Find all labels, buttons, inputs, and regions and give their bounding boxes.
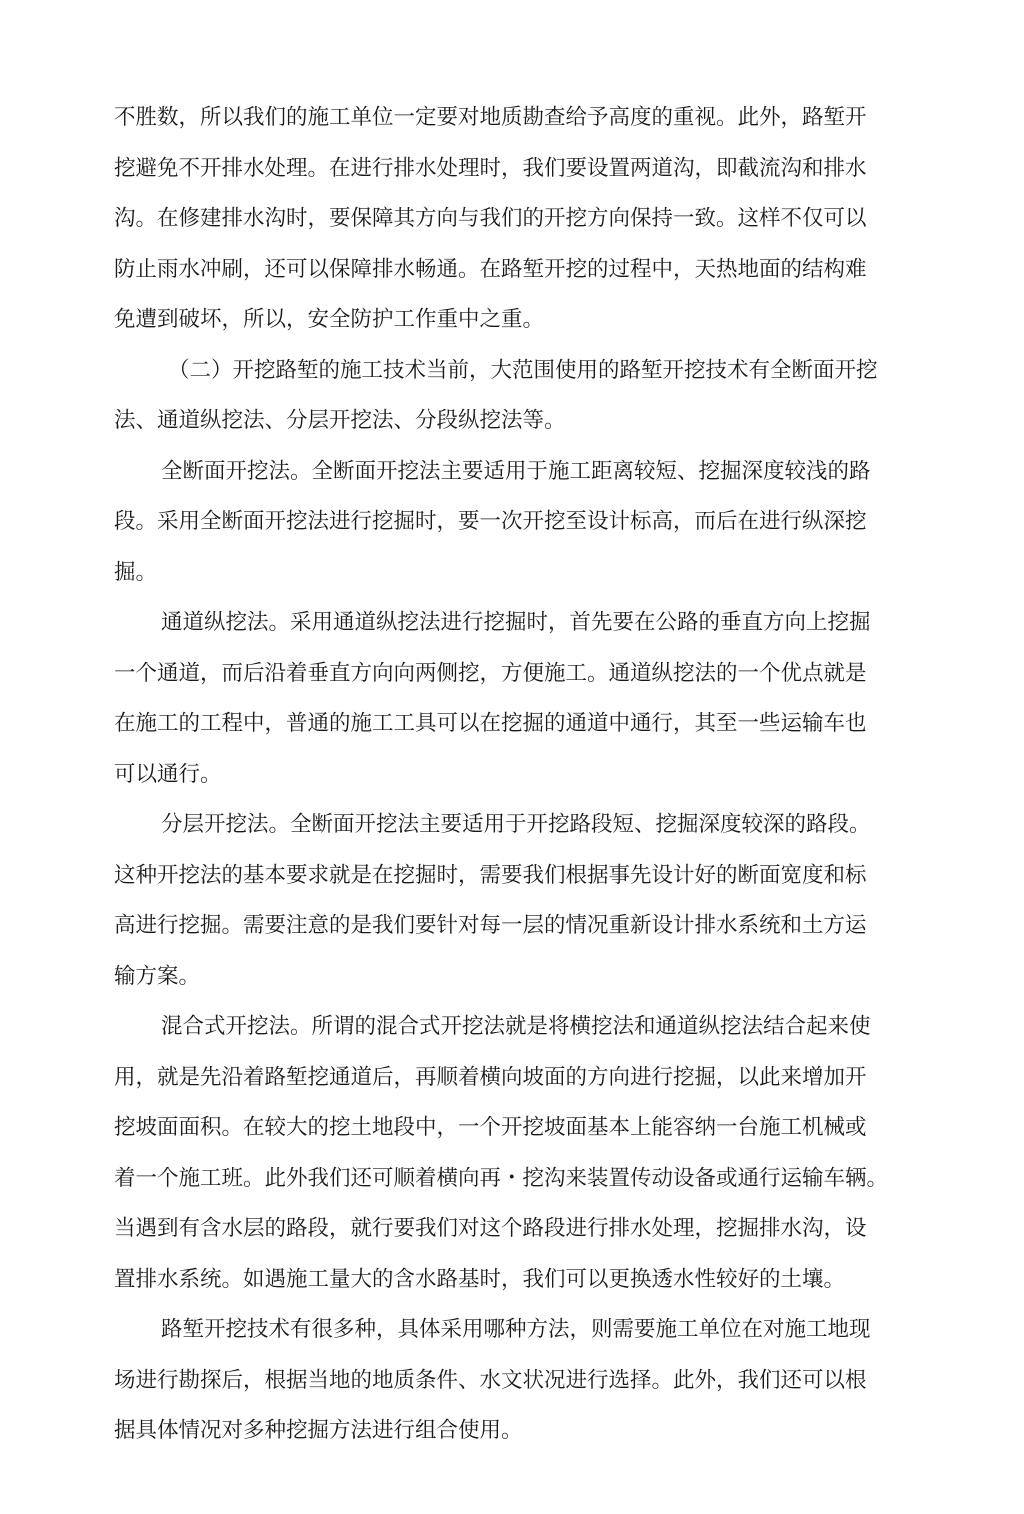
text-line: 挖避免不开排水处理。在进行排水处理时，我们要设置两道沟，即截流沟和排水: [114, 155, 867, 181]
text-line: 路堑开挖技术有很多种，具体采用哪种方法，则需要施工单位在对施工地现: [161, 1317, 871, 1342]
text-line: 分层开挖法。全断面开挖法主要适用于开挖路段短、挖掘深度较深的路段。: [161, 812, 871, 837]
text-line: 高进行挖掘。需要注意的是我们要针对每一层的情况重新设计排水系统和土方运: [114, 913, 867, 938]
text-line: 用，就是先沿着路堑挖通道后，再顺着横向坡面的方向进行挖掘，以此来增加开: [114, 1064, 867, 1090]
text-line: 可以通行。: [114, 761, 222, 787]
text-line: 沟。在修建排水沟时，要保障其方向与我们的开挖方向保持一致。这样不仅可以: [114, 206, 867, 231]
text-line: 法、通道纵挖法、分层开挖法、分段纵挖法等。: [114, 408, 566, 433]
text-line: （二）开挖路堑的施工技术当前，大范围使用的路堑开挖技术有全断面开挖: [168, 357, 878, 383]
text-line: 免遭到破坏，所以，安全防护工作重中之重。: [114, 307, 545, 332]
text-line: 通道纵挖法。采用通道纵挖法进行挖掘时，首先要在公路的垂直方向上挖掘: [161, 610, 871, 635]
text-line: 着一个施工班。此外我们还可顺着横向再・挖沟来装置传动设备或通行运输车辆。: [114, 1165, 889, 1191]
text-line: 挖坡面面积。在较大的挖土地段中，一个开挖坡面基本上能容纳一台施工机械或: [114, 1115, 867, 1140]
text-line: 场进行勘探后，根据当地的地质条件、水文状况进行选择。此外，我们还可以根: [114, 1367, 867, 1393]
body-text: [114, 93, 904, 1457]
text-line: 段。采用全断面开挖法进行挖掘时，要一次开挖至设计标高，而后在进行纵深挖: [114, 509, 867, 534]
text-line: 在施工的工程中，普通的施工工具可以在挖掘的通道中通行，其至一些运输车也: [114, 711, 867, 736]
text-line: 置排水系统。如遇施工量大的含水路基时，我们可以更换透水性较好的土壤。: [114, 1266, 846, 1292]
text-line: 掘。: [114, 559, 158, 585]
text-line: 当遇到有含水层的路段，就行要我们对这个路段进行排水处理，挖掘排水沟，设: [114, 1216, 867, 1241]
text-line: 不胜数，所以我们的施工单位一定要对地质勘查给予高度的重视。此外，路堑开: [114, 105, 867, 130]
text-line: 据具体情况对多种挖掘方法进行组合使用。: [114, 1418, 523, 1443]
text-line: 输方案。: [114, 963, 201, 989]
text-line: 混合式开挖法。所谓的混合式开挖法就是将横挖法和通道纵挖法结合起来使: [161, 1014, 871, 1039]
text-line: 防止雨水冲刷，还可以保障排水畅通。在路堑开挖的过程中，天热地面的结构难: [114, 256, 867, 282]
text-line: 全断面开挖法。全断面开挖法主要适用于施工距离较短、挖掘深度较浅的路: [161, 458, 871, 484]
text-line: 这种开挖法的基本要求就是在挖掘时，需要我们根据事先设计好的断面宽度和标: [114, 862, 867, 888]
text-line: 一个通道，而后沿着垂直方向向两侧挖，方便施工。通道纵挖法的一个优点就是: [114, 660, 867, 686]
